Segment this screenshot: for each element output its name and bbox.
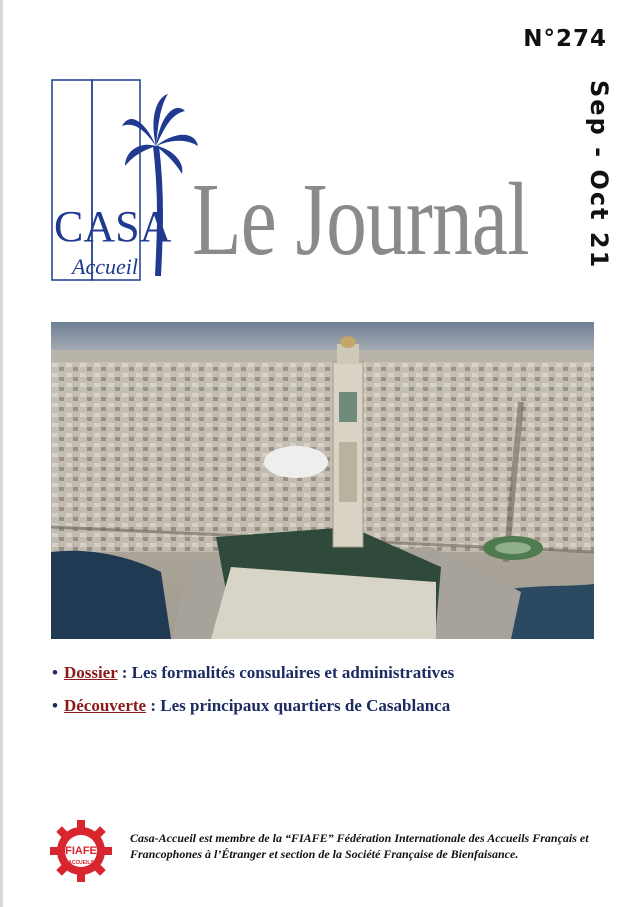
footer-membership-text: Casa-Accueil est membre de la “FIAFE” Fédération Internationale des Accueils Français et Francophones à l’Étranger et section de la Société Française de Bienfaisance. (130, 831, 589, 862)
headline-keyword[interactable]: Dossier (63, 663, 118, 682)
issue-number: N°274 (523, 26, 607, 52)
casa-accueil-logo (50, 76, 200, 286)
headline-keyword[interactable]: Découverte (63, 696, 147, 716)
headline-dossier[interactable] (52, 662, 612, 683)
fiafe-sublabel: ACCUEILS (68, 860, 94, 866)
bullet-icon: • (52, 663, 58, 682)
bullet-icon: • (52, 696, 58, 716)
headline-decouverte[interactable] (52, 695, 612, 716)
page-edge (0, 0, 3, 907)
headline-text: : Les formalités consulaires et administratives (117, 663, 455, 682)
masthead-title: Le Journal (192, 162, 529, 277)
fiafe-logo (48, 818, 114, 884)
issue-date-container (576, 80, 616, 270)
cover-photo (51, 322, 594, 639)
issue-date: Sep - Oct 21 (585, 80, 613, 270)
fiafe-label: FIAFE (65, 845, 97, 857)
headline-text: : Les principaux quartiers de Casablanca (146, 696, 451, 716)
logo-text-accueil: Accueil (72, 254, 138, 279)
headlines (52, 662, 612, 729)
logo-text-casa: CASA (54, 202, 172, 251)
fiafe-gear-icon (48, 818, 114, 884)
